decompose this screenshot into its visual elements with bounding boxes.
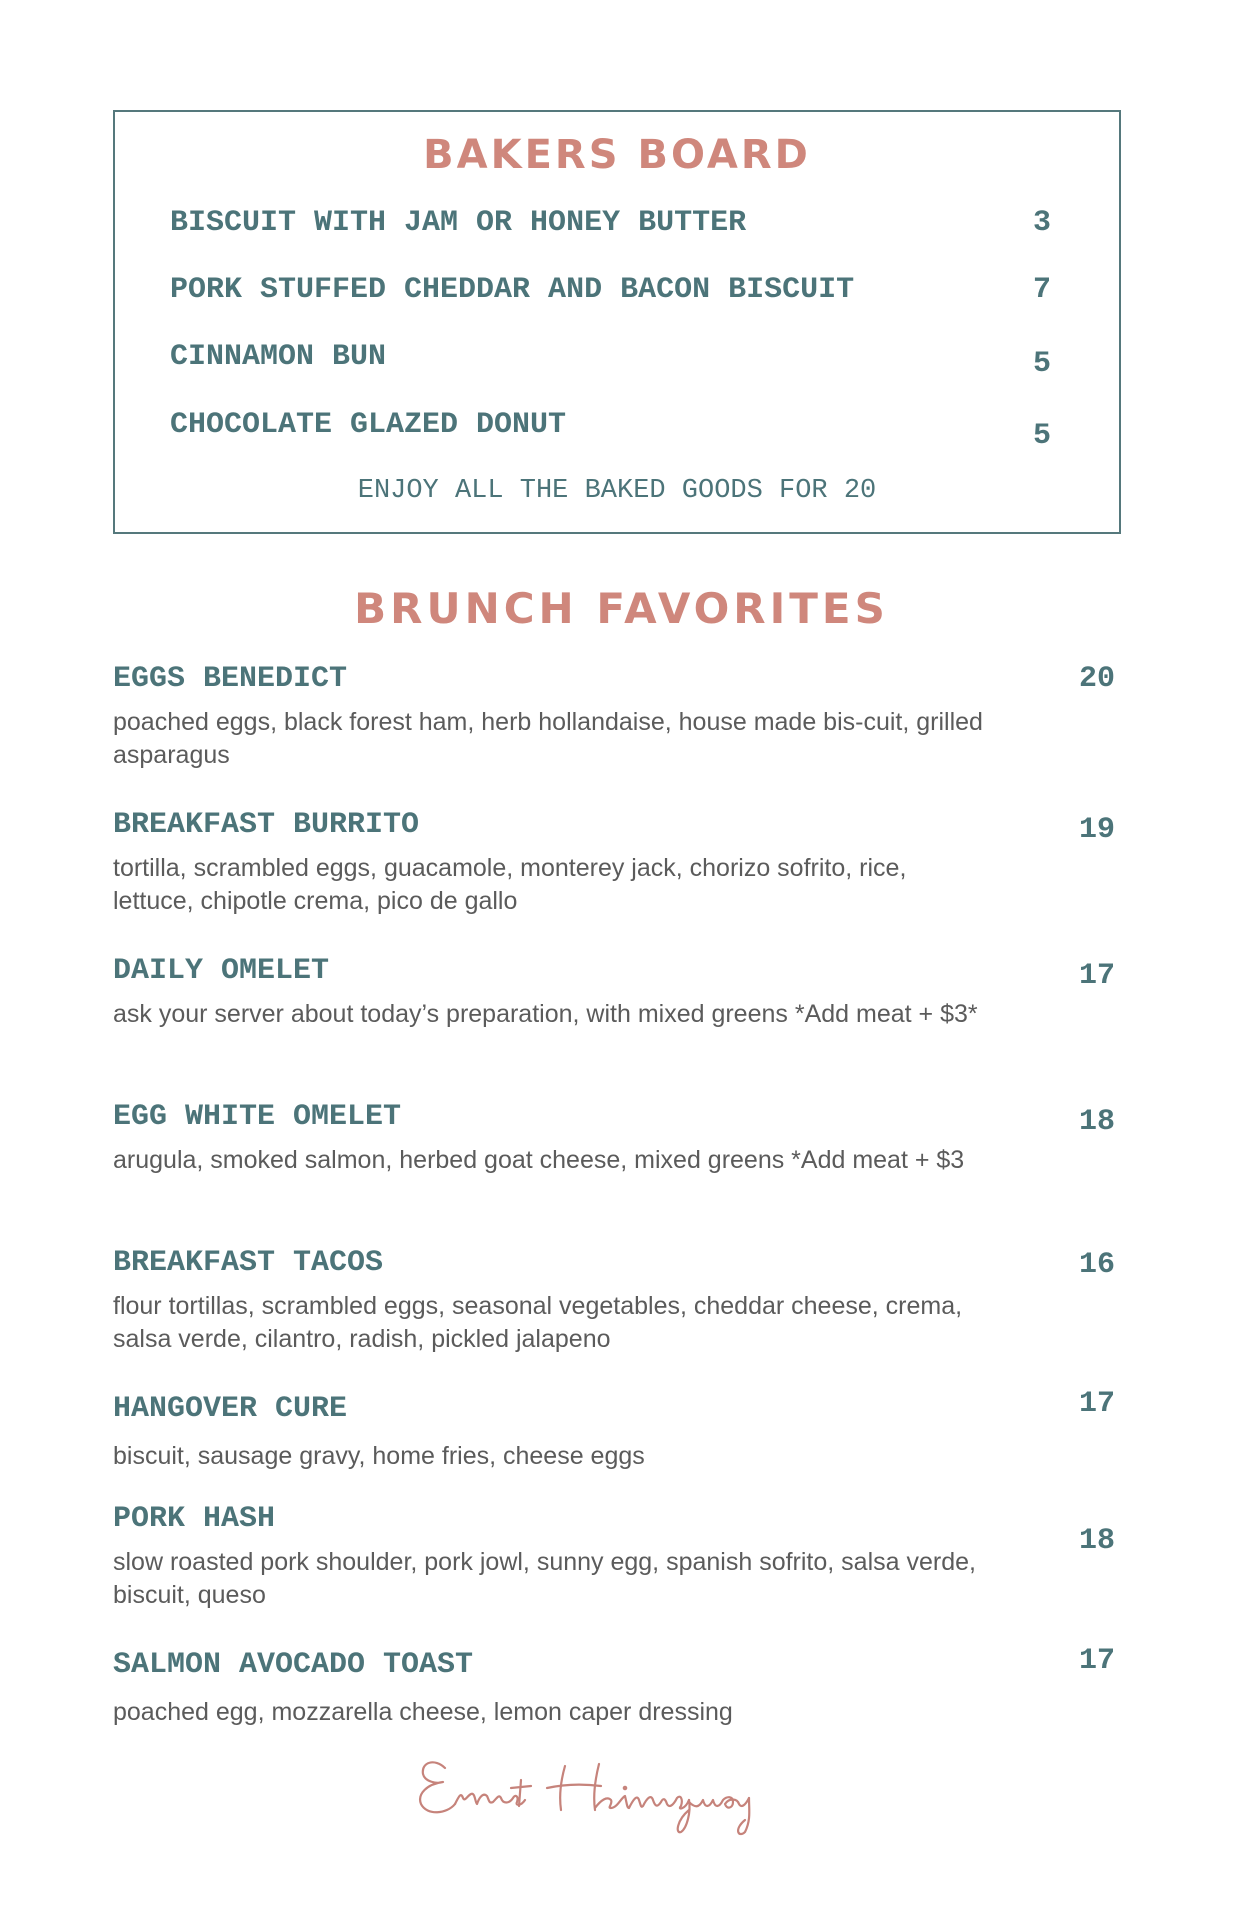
menu-item-price: 16 [1079,1248,1116,1282]
menu-item-name: PORK HASH [113,1502,276,1536]
menu-item-name: HANGOVER CURE [113,1392,348,1426]
board-item-name: CHOCOLATE GLAZED DONUT [170,408,567,442]
menu-item-description: poached eggs, black forest ham, herb hollandaise, house made bis-cuit, grilled asparagus [113,708,983,769]
board-item-price: 7 [1033,273,1052,307]
bakers-board-title: BAKERS BOARD [423,132,811,178]
menu-item-name: SALMON AVOCADO TOAST [113,1648,474,1682]
board-item-price: 5 [1033,419,1052,453]
board-item-name: CINNAMON BUN [170,340,387,374]
board-item-price: 3 [1033,206,1052,240]
menu-item-price: 17 [1079,1644,1116,1678]
menu-item-name: BREAKFAST BURRITO [113,808,420,842]
menu-item-price: 18 [1079,1105,1116,1139]
board-item-name: PORK STUFFED CHEDDAR AND BACON BISCUIT [170,273,855,307]
menu-item-description: tortilla, scrambled eggs, guacamole, monterey jack, chorizo sofrito, rice, lettuce, chipotle crema, pico de gallo [113,854,907,915]
menu-item-price: 17 [1079,959,1116,993]
menu-item-name: BREAKFAST TACOS [113,1246,384,1280]
menu-item-price: 19 [1079,813,1116,847]
menu-item-price: 20 [1079,662,1116,696]
ernest-hemingway-signature [415,1740,835,1840]
menu-item-description: poached egg, mozzarella cheese, lemon caper dressing [113,1698,733,1726]
menu-item-name: EGGS BENEDICT [113,662,348,696]
menu-item-description: biscuit, sausage gravy, home fries, cheese eggs [113,1442,645,1470]
menu-item-description: ask your server about today’s preparation, with mixed greens *Add meat + $3* [113,1000,978,1028]
brunch-favorites-title: BRUNCH FAVORITES [354,584,889,633]
menu-item-price: 17 [1079,1387,1116,1421]
board-item-price: 5 [1033,347,1052,381]
menu-item-name: DAILY OMELET [113,954,330,988]
menu-item-description: flour tortillas, scrambled eggs, seasonal vegetables, cheddar cheese, crema, salsa verde, cilantro, radish, pickled jalapeno [113,1292,963,1353]
bakers-board-note: ENJOY ALL THE BAKED GOODS FOR 20 [357,476,877,506]
bakers-board [113,110,1121,534]
menu-item-price: 18 [1079,1524,1116,1558]
menu-item-description: slow roasted pork shoulder, pork jowl, sunny egg, spanish sofrito, salsa verde, biscuit, queso [113,1548,976,1609]
menu-item-description: arugula, smoked salmon, herbed goat cheese, mixed greens *Add meat + $3 [113,1146,965,1174]
menu-item-name: EGG WHITE OMELET [113,1100,402,1134]
board-item-name: BISCUIT WITH JAM OR HONEY BUTTER [170,206,747,240]
